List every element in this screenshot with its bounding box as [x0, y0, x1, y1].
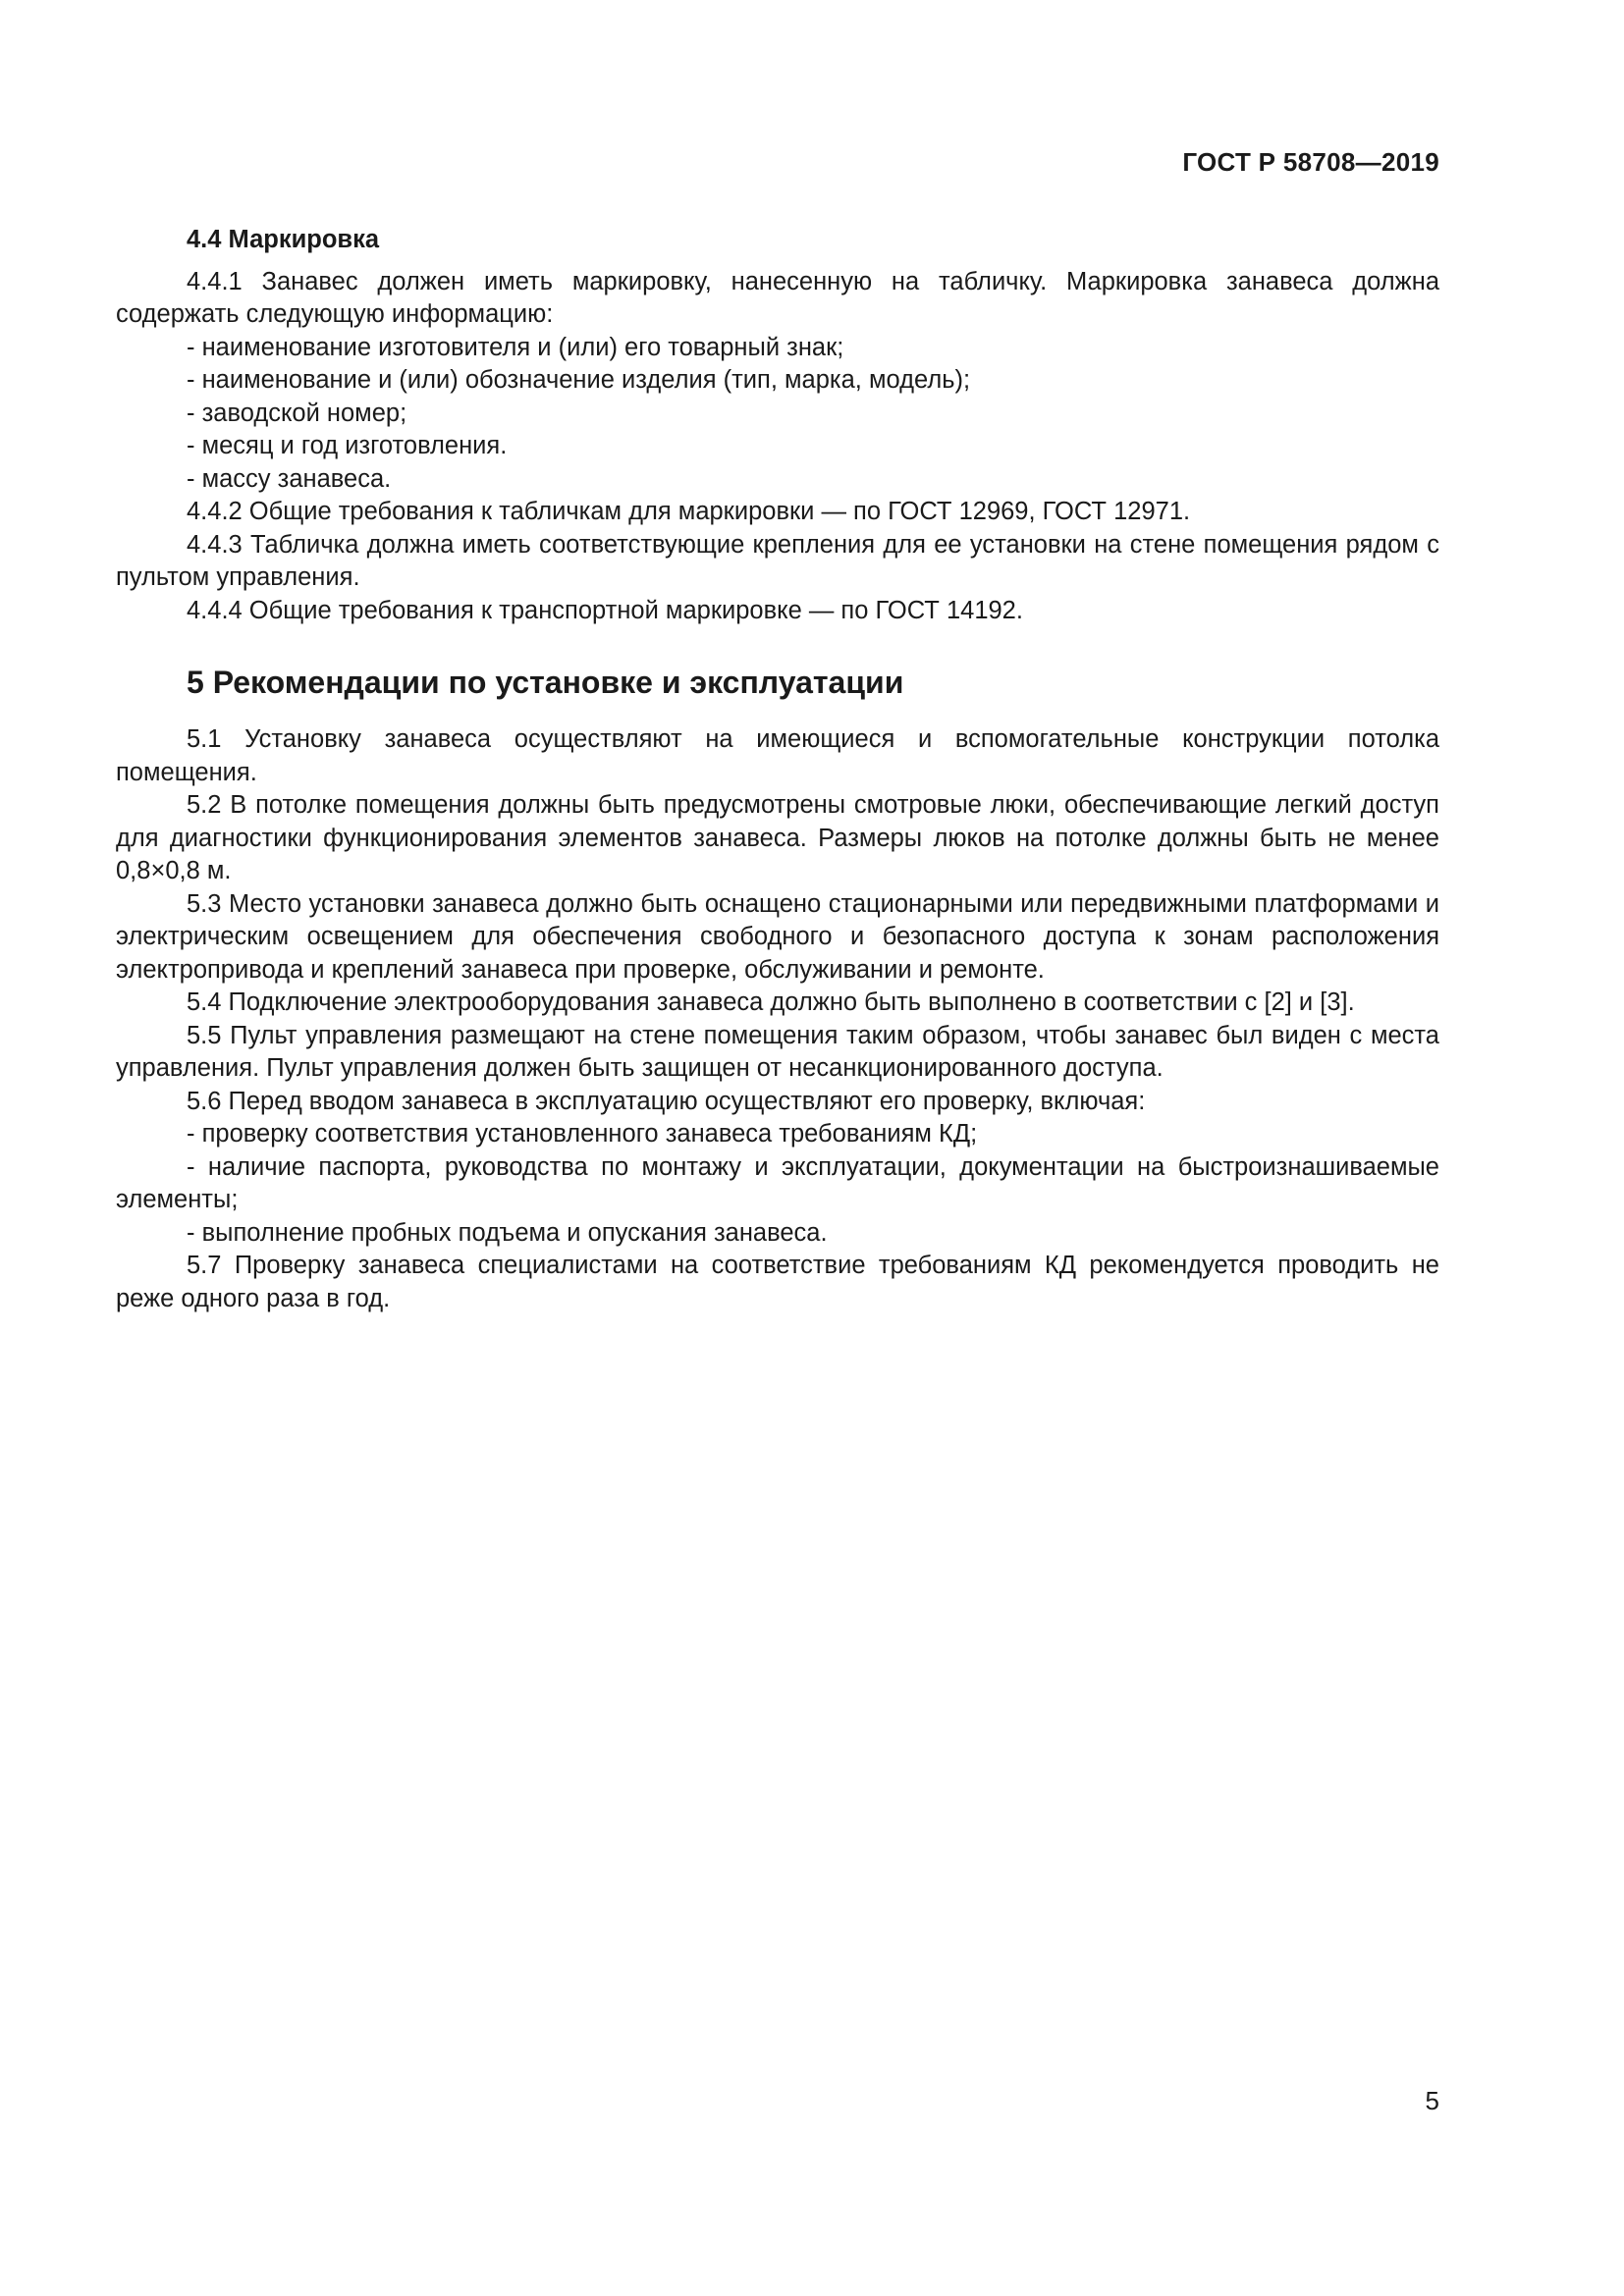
list-item: - проверку соответствия установленного занавеса требованиям КД;: [187, 1120, 978, 1148]
paragraph-5-2: 5.2 В потолке помещения должны быть предусмотрены смотровые люки, обеспечивающие легкий доступ для диагностики функционирования элементов занавеса. Размеры люков на потолке должны быть не менее 0,8×0,8 м.: [116, 791, 1439, 884]
paragraph-5-6: 5.6 Перед вводом занавеса в эксплуатацию осуществляют его проверку, включая:: [187, 1087, 1146, 1115]
section-4-4: [116, 224, 1439, 627]
section-heading-5: 5 Рекомендации по установке и эксплуатации: [187, 665, 904, 700]
paragraph-5-1: 5.1 Установку занавеса осуществляют на имеющиеся и вспомогательные конструкции потолка помещения.: [116, 725, 1439, 786]
list-item: - наличие паспорта, руководства по монтажу и эксплуатации, документации на быстроизнашиваемые элементы;: [116, 1152, 1439, 1213]
list-item: - месяц и год изготовления.: [187, 432, 508, 459]
section-heading-4-4: 4.4 Маркировка: [187, 226, 380, 253]
paragraph-4-4-3: 4.4.3 Табличка должна иметь соответствующие крепления для ее установки на стене помещения рядом с пультом управления.: [116, 530, 1439, 591]
paragraph-5-7: 5.7 Проверку занавеса специалистами на соответствие требованиям КД рекомендуется проводить не реже одного раза в год.: [116, 1252, 1439, 1312]
paragraph-4-4-1: 4.4.1 Занавес должен иметь маркировку, нанесенную на табличку. Маркировка занавеса должна содержать следующую информацию:: [116, 267, 1439, 328]
paragraph-5-3: 5.3 Место установки занавеса должно быть оснащено стационарными или передвижными платформами и электрическим освещением для обеспечения свободного и безопасного доступа к зонам расположения электропривода и креплений занавеса при проверке, обслуживании и ремонте.: [116, 889, 1439, 984]
inspection-list: [116, 1118, 1439, 1250]
paragraph-5-5: 5.5 Пульт управления размещают на стене помещения таким образом, чтобы занавес был виден с места управления. Пульт управления должен быть защищен от несанкционированного доступа.: [116, 1021, 1439, 1082]
paragraph-4-4-2: 4.4.2 Общие требования к табличкам для маркировки — по ГОСТ 12969, ГОСТ 12971.: [187, 498, 1191, 525]
document-body: [116, 224, 1439, 1315]
paragraph-4-4-4: 4.4.4 Общие требования к транспортной маркировке — по ГОСТ 14192.: [187, 596, 1023, 624]
paragraph-5-4: 5.4 Подключение электрооборудования занавеса должно быть выполнено в соответствии с [2] и [3].: [187, 988, 1355, 1016]
page-number: 5: [1425, 2086, 1439, 2115]
marking-list: [116, 332, 1439, 497]
list-item: - наименование изготовителя и (или) его товарный знак;: [187, 333, 844, 361]
section-5: [116, 663, 1439, 1315]
list-item: - массу занавеса.: [187, 464, 392, 493]
list-item: - наименование и (или) обозначение изделия (тип, марка, модель);: [187, 366, 971, 394]
list-item: - заводской номер;: [187, 399, 407, 427]
document-page: [116, 0, 1439, 2296]
document-code: ГОСТ Р 58708—2019: [1182, 147, 1439, 177]
list-item: - выполнение пробных подъема и опускания занавеса.: [187, 1218, 828, 1247]
